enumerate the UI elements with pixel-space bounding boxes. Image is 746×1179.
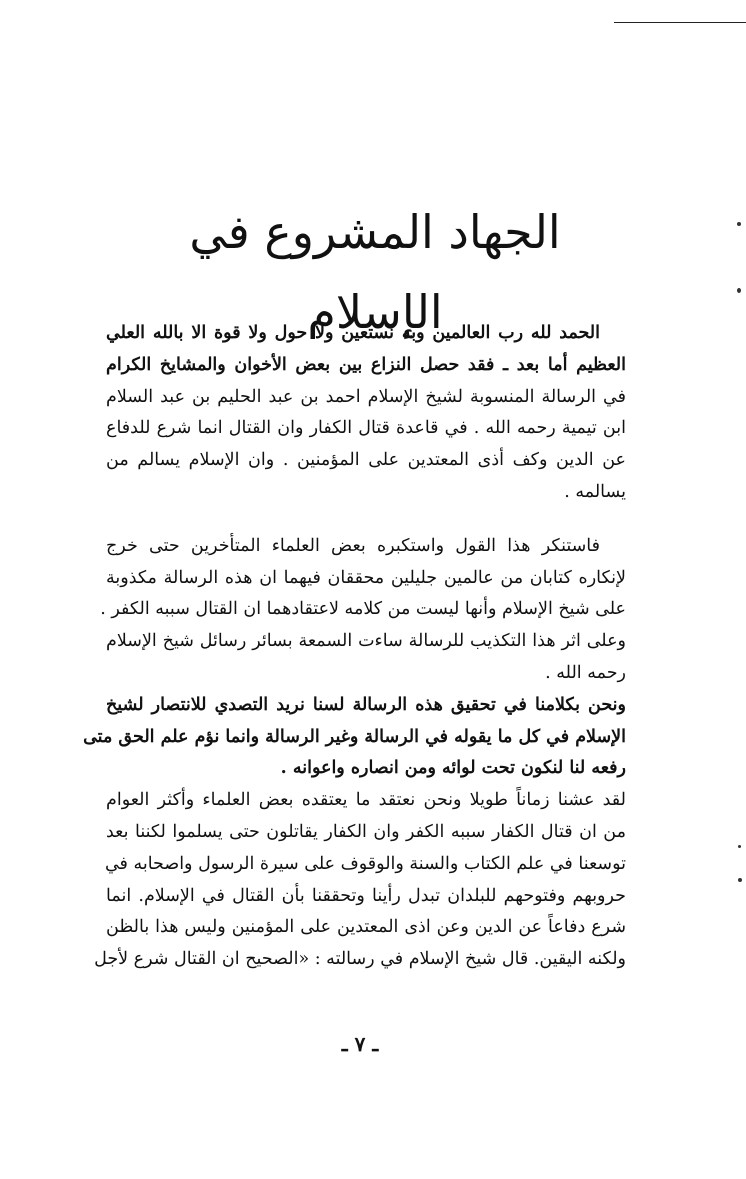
text-line: ولكنه اليقين. قال شيخ الإسلام في رسالته : «الصحيح ان القتال شرع لأجل [94,949,626,970]
text-line: رفعه لنا لنكون تحت لوائه ومن انصاره واعوانه . [280,758,626,779]
text-line: لقد عشنا زماناً طويلا ونحن نعتقد ما يعتقده بعض العلماء وأكثر العوام [106,790,626,811]
text-line: ابن تيمية رحمه الله . في قاعدة قتال الكفار وان القتال انما شرع للدفاع [106,418,626,439]
text-line: فاستنكر هذا القول واستكبره بعض العلماء المتأخرين حتى خرج [106,535,600,556]
chapter-title: الجهاد المشروع في الإسلام [189,205,561,339]
text-line: ونحن بكلامنا في تحقيق هذه الرسالة لسنا نريد التصدي للانتصار لشيخ [106,694,626,715]
text-line: في الرسالة المنسوبة لشيخ الإسلام احمد بن عبد الحليم بن عبد السلام [106,386,626,407]
paragraph [106,318,626,509]
text-line: وعلى اثر هذا التكذيب للرسالة ساءت السمعة بسائر رسائل شيخ الإسلام [106,631,626,652]
text-line: شرع دفاعاً عن الدين وعن اذى المعتدين على المؤمنين وليس هذا بالظن [106,917,626,938]
margin-mark [737,222,741,226]
paragraph [100,531,626,690]
paragraph [83,690,626,785]
text-line: لإنكاره كتابان من عالمين جليلين محققان فيهما ان هذه الرسالة مكذوبة [106,567,626,588]
text-line: من ان قتال الكفار سببه الكفر وان الكفار يقاتلون حتى يسلموا لكننا بعد [106,821,626,842]
text-line: العظيم أما بعد ـ فقد حصل النزاع بين بعض الأخوان والمشايخ الكرام [106,354,626,375]
text-line: حروبهم وفتوحهم للبلدان تبدل رأينا وتحققنا بأن القتال في الإسلام. انما [106,885,626,906]
text-line: عن الدين وكف أذى المعتدين على المؤمنين . وان الإسلام يسالم من [106,450,626,471]
top-rule [614,22,746,23]
margin-mark [737,288,741,293]
body-text [83,318,626,976]
text-line: على شيخ الإسلام وأنها ليست من كلامه لاعتقادهما ان القتال سببه الكفر . [100,599,626,620]
text-line: الإسلام في كل ما يقوله في الرسالة وغير الرسالة وانما نؤم علم الحق متى [83,726,626,747]
text-line: يسالمه . [564,481,626,502]
text-line: رحمه الله . [545,662,626,683]
text-line: توسعنا في علم الكتاب والسنة والوقوف على سيرة الرسول واصحابه في [104,853,626,874]
paragraph [94,785,626,976]
text-line: الحمد لله رب العالمين وبه نستعين ولا حول ولا قوة الا بالله العلي [106,323,600,343]
margin-mark [738,878,742,882]
page-number: ـ ٧ ـ [341,1032,379,1056]
margin-mark [738,845,741,848]
